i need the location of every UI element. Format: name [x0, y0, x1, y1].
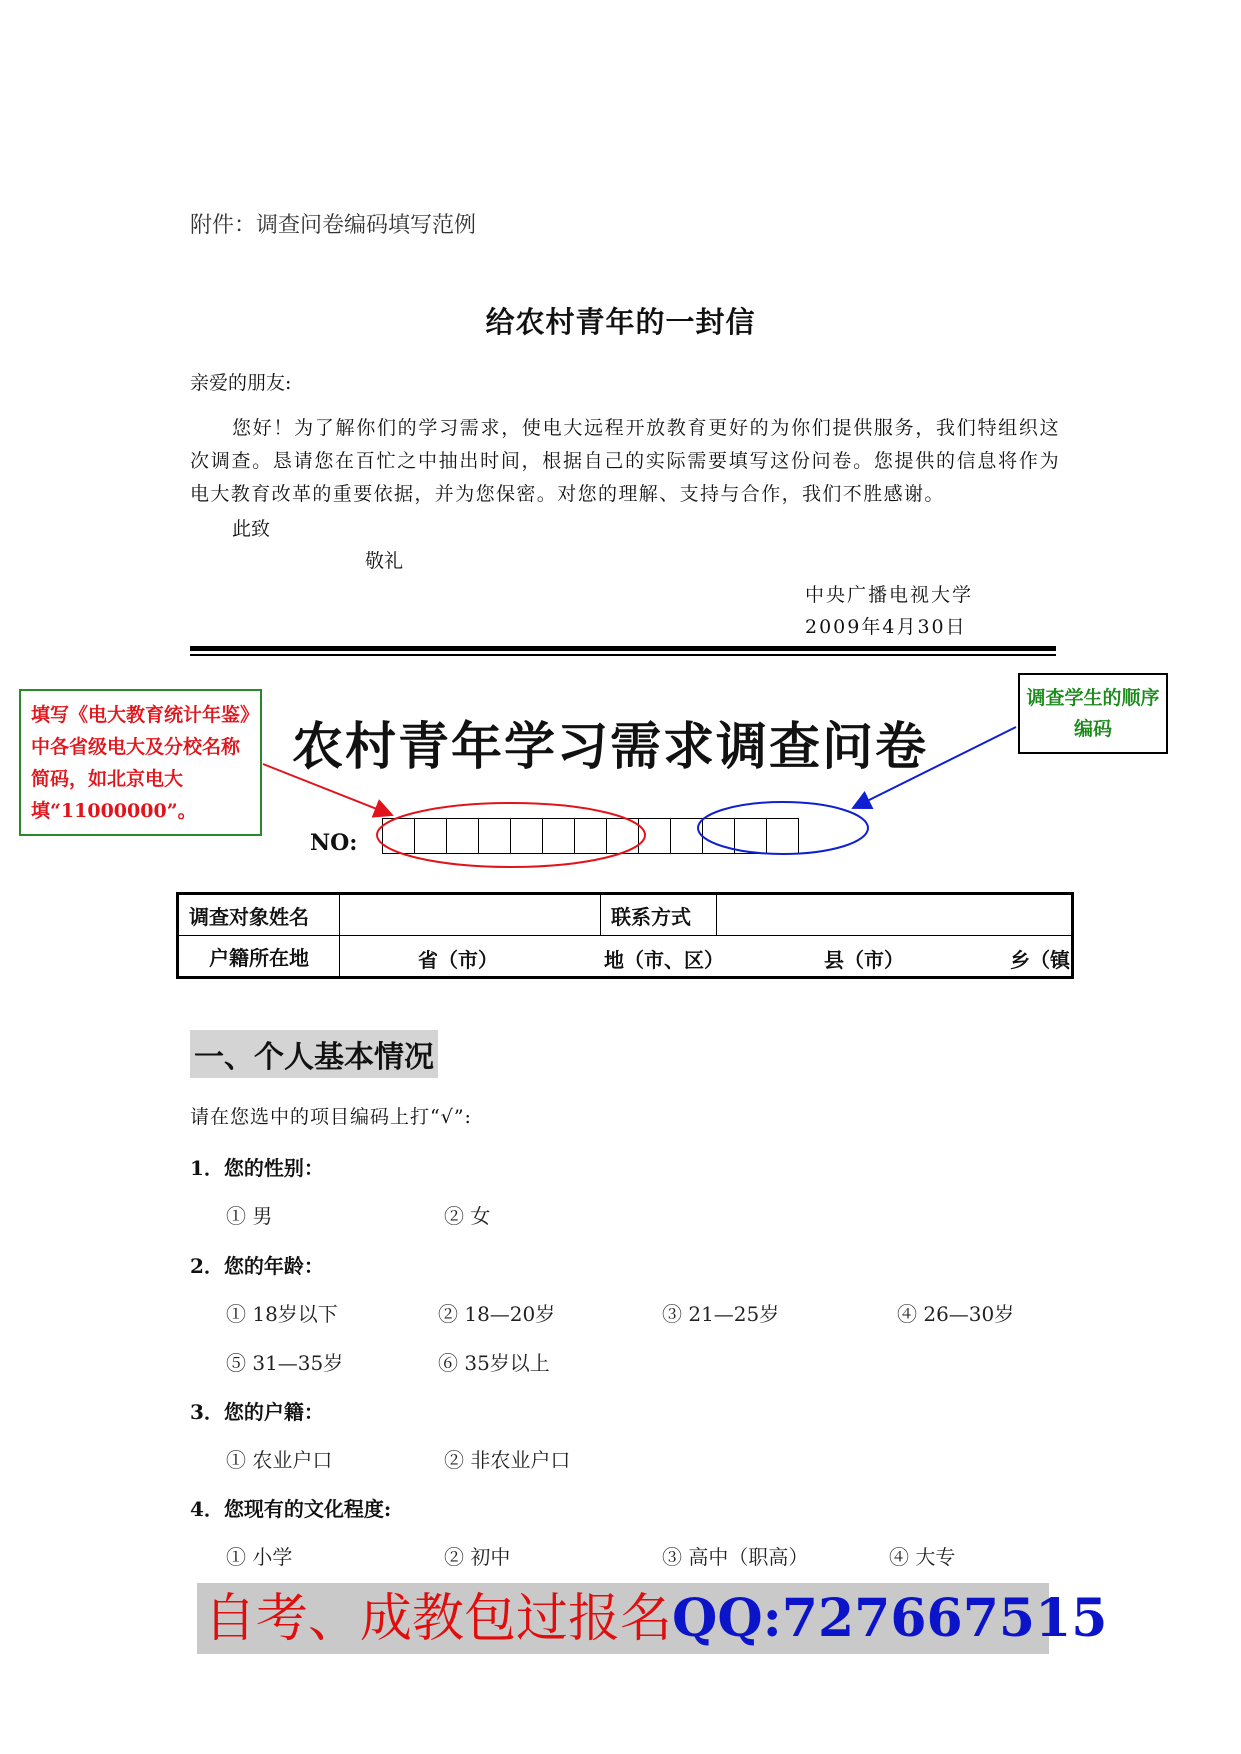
section-instruction: 请在您选中的项目编码上打“√”:: [190, 1106, 472, 1128]
contact-field[interactable]: [717, 894, 1073, 936]
option-gender-1[interactable]: ① 男: [226, 1204, 273, 1228]
student-code-ellipse: [698, 802, 868, 854]
county-label: 县（市）: [824, 948, 904, 972]
question-gender: 1．您的性别：: [190, 1156, 324, 1180]
letter-title: 给农村青年的一封信: [485, 305, 756, 339]
name-field[interactable]: [340, 894, 601, 936]
question-household: 3．您的户籍：: [190, 1400, 324, 1424]
note-box-province-code: 填写《电大教育统计年鉴》中各省级电大及分校名称简码，如北京电大填“11000000”。: [19, 689, 262, 836]
option-age-1[interactable]: ① 18岁以下: [226, 1302, 338, 1326]
province-code-ellipse: [377, 803, 645, 867]
option-age-3[interactable]: ③ 21—25岁: [662, 1302, 780, 1326]
red-arrow: [263, 764, 392, 815]
option-education-2[interactable]: ② 初中: [444, 1545, 511, 1569]
option-education-1[interactable]: ① 小学: [226, 1545, 293, 1569]
letter-body: 您好！为了解你们的学习需求，使电大远程开放教育更好的为你们提供服务，我们特组织这次调查。恳请您在百忙之中抽出时间，根据自己的实际需要填写这份问卷。您提供的信息将作为电大教育改革的重要依据，并为您保密。对您的理解、支持与合作，我们不胜感谢。: [190, 417, 1060, 505]
option-age-5[interactable]: ⑤ 31—35岁: [226, 1351, 344, 1375]
option-education-4[interactable]: ④ 大专: [889, 1545, 956, 1569]
option-education-3[interactable]: ③ 高中（职高）: [662, 1545, 809, 1569]
questionnaire-title: 农村青年学习需求调查问卷: [292, 718, 929, 777]
option-household-2[interactable]: ② 非农业户口: [444, 1448, 571, 1472]
province-label: 省（市）: [418, 948, 498, 972]
contact-label: 联系方式: [601, 894, 717, 936]
letter-greeting: 亲爱的朋友:: [190, 372, 292, 394]
respondent-info-table: [176, 892, 1074, 979]
question-age: 2．您的年龄：: [190, 1254, 324, 1278]
option-age-6[interactable]: ⑥ 35岁以上: [438, 1351, 550, 1375]
township-label: 乡（镇: [1010, 948, 1070, 972]
letter-closing-1: 此致: [232, 518, 271, 540]
ad-banner-text: [204, 1583, 1107, 1655]
letter-closing-2: 敬礼: [365, 550, 404, 572]
blue-arrow: [853, 727, 1016, 808]
attachment-label: 附件：调查问卷编码填写范例: [190, 213, 477, 238]
ad-banner-qq: QQ:727667515: [672, 1588, 1108, 1649]
residence-label: 户籍所在地: [178, 936, 340, 978]
option-household-1[interactable]: ① 农业户口: [226, 1448, 333, 1472]
option-gender-2[interactable]: ② 女: [444, 1204, 491, 1228]
prefecture-label: 地（市、区）: [604, 948, 724, 972]
letter-sender: 中央广播电视大学: [805, 584, 974, 606]
name-label: 调查对象姓名: [178, 894, 340, 936]
question-education: 4．您现有的文化程度:: [190, 1497, 392, 1521]
letter-date: 2009年4月30日: [805, 616, 967, 638]
serial-number-label: NO:: [310, 830, 358, 856]
option-age-4[interactable]: ④ 26—30岁: [897, 1302, 1015, 1326]
option-age-2[interactable]: ② 18—20岁: [438, 1302, 556, 1326]
note-box-student-code: 调查学生的顺序编码: [1018, 673, 1168, 754]
residence-field[interactable]: [340, 936, 1073, 978]
section-heading-personal: 一、个人基本情况: [190, 1030, 438, 1078]
ad-banner-red-text: 自考、成教包过报名: [204, 1589, 673, 1649]
